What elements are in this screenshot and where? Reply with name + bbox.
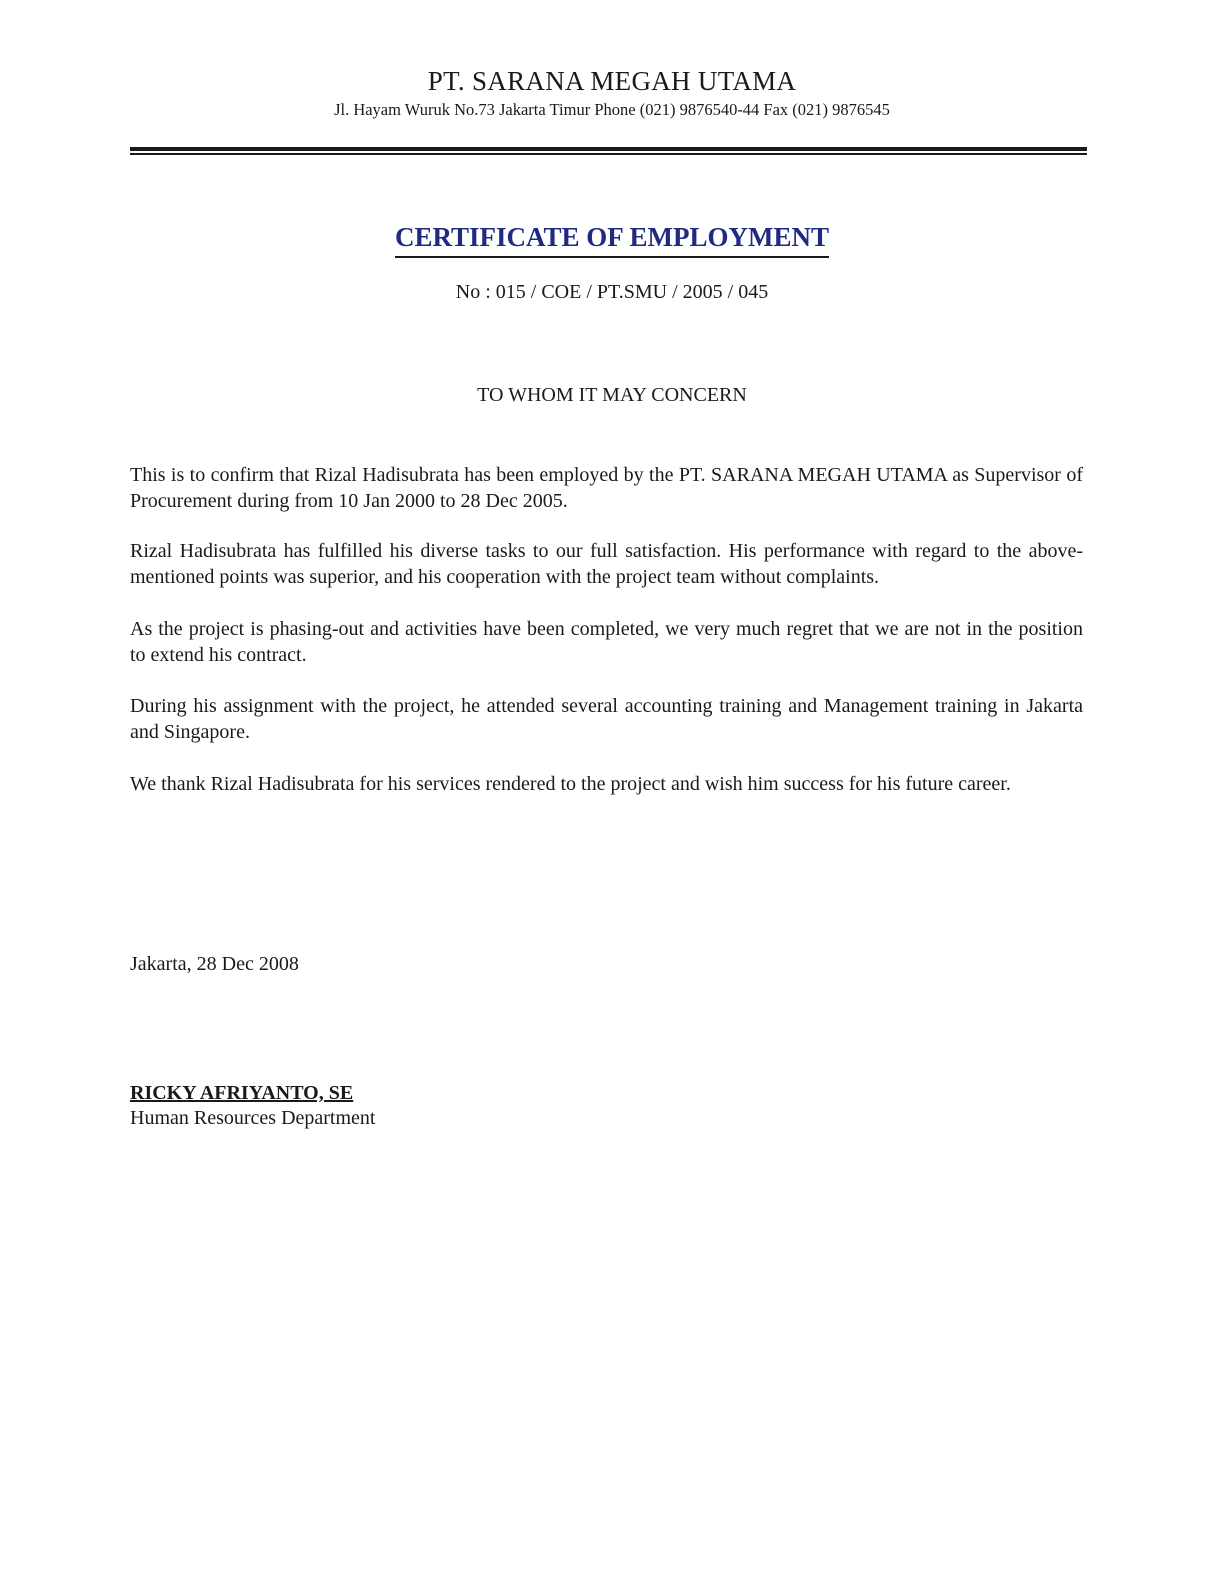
signer-name: RICKY AFRIYANTO, SE [130,1082,354,1104]
company-address: Jl. Hayam Wuruk No.73 Jakarta Timur Phone (021) 9876540-44 Fax (021) 9876545 [334,100,890,119]
document-title-wrap [0,222,1224,258]
body-paragraph-confirmation: This is to confirm that Rizal Hadisubrata has been employed by the PT. SARANA MEGAH UTAMA as Supervisor of Procurement during from 10 Jan 2000 to 28 Dec 2005. [130,464,1083,512]
letterhead-divider-thick [130,147,1087,151]
place-and-date: Jakarta, 28 Dec 2008 [130,953,299,975]
body-paragraph-thanks: We thank Rizal Hadisubrata for his services rendered to the project and wish him success for his future career. [130,773,1011,795]
letterhead-divider-thin [130,153,1087,155]
salutation: TO WHOM IT MAY CONCERN [477,384,747,406]
document-title: CERTIFICATE OF EMPLOYMENT [395,222,829,258]
company-name: PT. SARANA MEGAH UTAMA [427,66,797,96]
signer-department: Human Resources Department [130,1107,376,1129]
document-number: No : 015 / COE / PT.SMU / 2005 / 045 [455,281,769,303]
body-paragraph-performance: Rizal Hadisubrata has fulfilled his diverse tasks to our full satisfaction. His performance with regard to the above-mentioned points was superior, and his cooperation with the project team without complaints. [130,540,1083,588]
body-paragraph-contract: As the project is phasing-out and activities have been completed, we very much regret that we are not in the position to extend his contract. [130,618,1083,666]
body-paragraph-training: During his assignment with the project, he attended several accounting training and Management training in Jakarta and Singapore. [130,695,1083,743]
